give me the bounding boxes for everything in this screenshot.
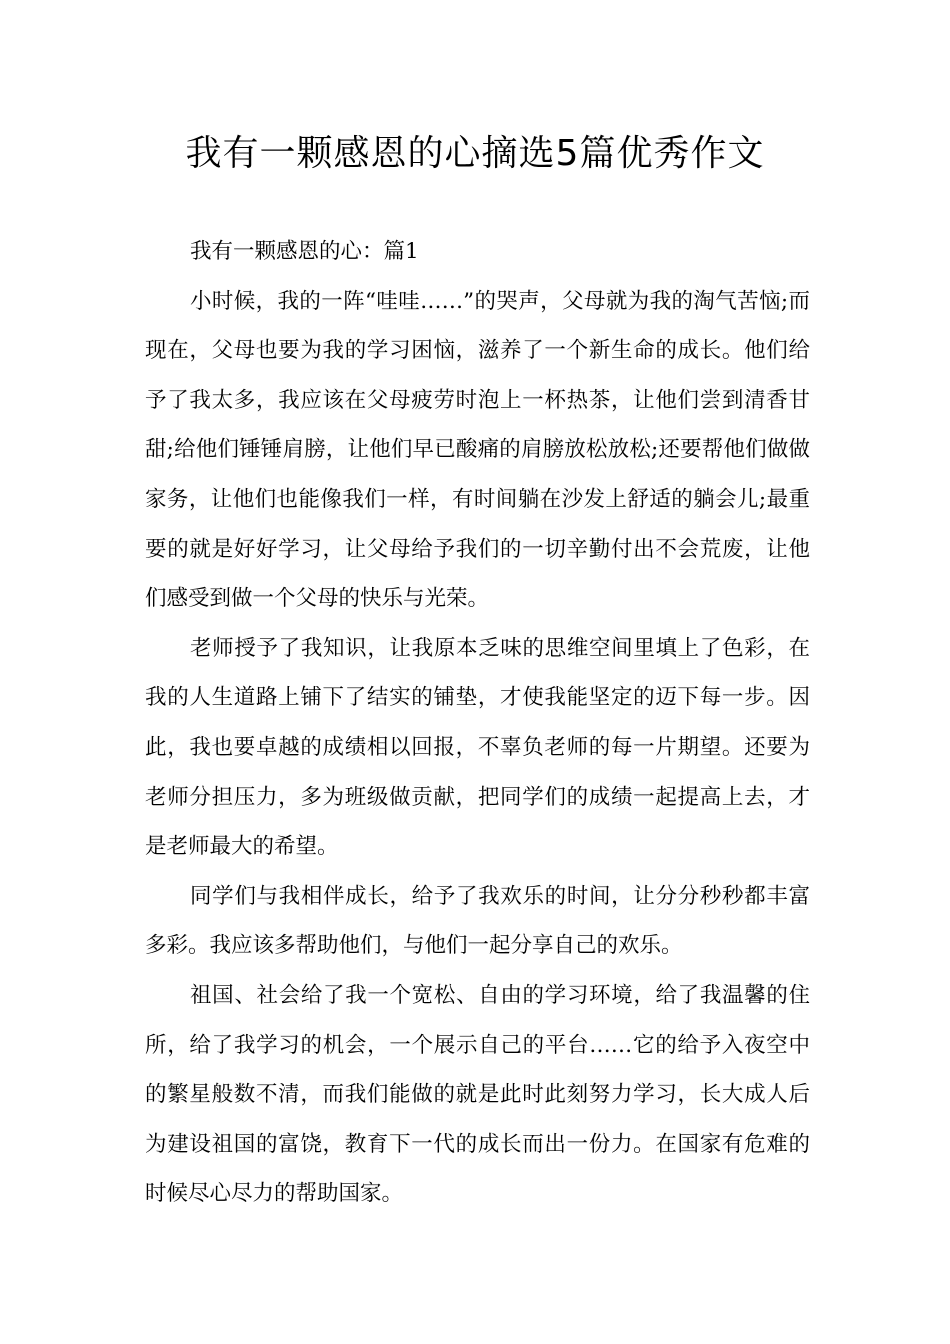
document-body — [145, 227, 810, 1219]
paragraph: 小时候，我的一阵“哇哇……”的哭声，父母就为我的淘气苦恼;而现在，父母也要为我的学习困恼，滋养了一个新生命的成长。他们给予了我太多，我应该在父母疲劳时泡上一杯热茶，让他们尝到清香甘甜;给他们锤锤肩膀，让他们早已酸痛的肩膀放松放松;还要帮他们做做家务，让他们也能像我们一样，有时间躺在沙发上舒适的躺会儿;最重要的就是好好学习，让父母给予我们的一切辛勤付出不会荒废，让他们感受到做一个父母的快乐与光荣。 — [145, 288, 810, 612]
paragraph: 祖国、社会给了我一个宽松、自由的学习环境，给了我温馨的住所，给了我学习的机会，一个展示自己的平台……它的给予入夜空中的繁星般数不清，而我们能做的就是此时此刻努力学习，长大成人后为建设祖国的富饶，教育下一代的成长而出一份力。在国家有危难的时候尽心尽力的帮助国家。 — [145, 982, 810, 1207]
paragraph: 老师授予了我知识，让我原本乏味的思维空间里填上了色彩，在我的人生道路上铺下了结实的铺垫，才使我能坚定的迈下每一步。因此，我也要卓越的成绩相以回报，不辜负老师的每一片期望。还要为老师分担压力，多为班级做贡献，把同学们的成绩一起提高上去，才是老师最大的希望。 — [145, 635, 810, 860]
paragraph: 同学们与我相伴成长，给予了我欢乐的时间，让分分秒秒都丰富多彩。我应该多帮助他们，与他们一起分享自己的欢乐。 — [145, 883, 810, 959]
document-title: 我有一颗感恩的心摘选5篇优秀作文 — [185, 133, 765, 174]
section-heading: 我有一颗感恩的心：篇1 — [190, 239, 419, 264]
